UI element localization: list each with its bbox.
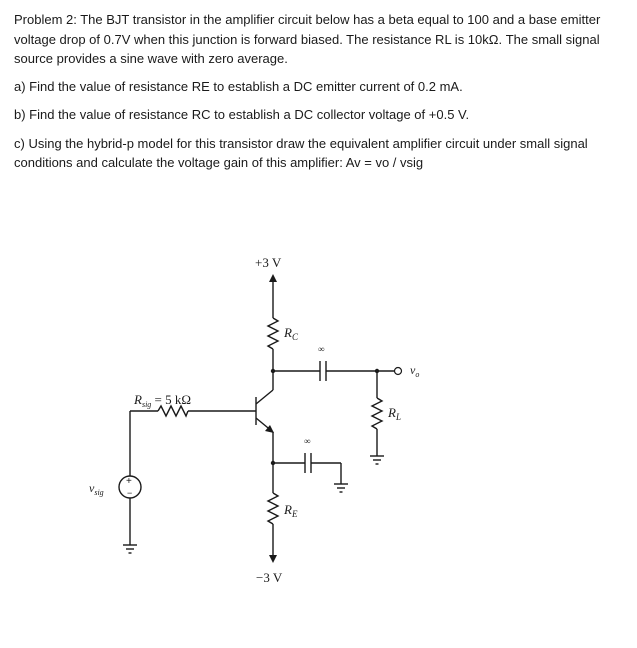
source-ground-icon [123,545,137,553]
rl-label: $R_L$ [388,405,401,422]
emitter-cap-ground-icon [334,484,348,492]
output-terminal[interactable] [395,368,402,375]
rc-resistor [268,318,278,349]
problem-intro: Problem 2: The BJT transistor in the amplifier circuit below has a beta equal to 100 and a base emitter voltage drop of 0.7V when this junction is forward biased. The resistance RL is 10kΩ. The small signal source provides a sine wave with zero average. [14,12,601,66]
cap-bottom-value: ∞ [304,436,311,446]
re-resistor [268,493,278,524]
source-minus-sign: − [127,488,133,498]
part-a: a) Find the value of resistance RE to establish a DC emitter current of 0.2 mA. [14,78,463,94]
rsig-label: $R_{sig} = 5$ kΩ [134,392,192,409]
vminus-label: −3 V [256,570,283,585]
vminus-arrow [269,555,277,563]
rl-resistor [372,398,382,429]
vsig-label: $v_{sig}$ [89,481,104,497]
rl-ground-icon [370,456,384,464]
vplus-label: +3 V [255,255,282,270]
amplifier-circuit-diagram [0,230,637,648]
cap-top-value: ∞ [318,344,325,354]
rsig-resistor [158,406,188,416]
source-plus-sign: + [126,476,132,487]
part-c: c) Using the hybrid-p model for this transistor draw the equivalent amplifier circuit under small signal conditions and calculate the voltage gain of this amplifier: Av = vo / vsig [14,135,588,170]
rc-label: $R_C$ [284,325,298,342]
vplus-arrow [269,274,277,282]
problem-statement [14,10,626,182]
part-b: b) Find the value of resistance RC to establish a DC collector voltage of +0.5 V. [14,107,470,122]
re-label: $R_E$ [284,502,298,519]
npn-transistor-icon [256,390,274,433]
vo-label: $v_o$ [410,363,420,379]
